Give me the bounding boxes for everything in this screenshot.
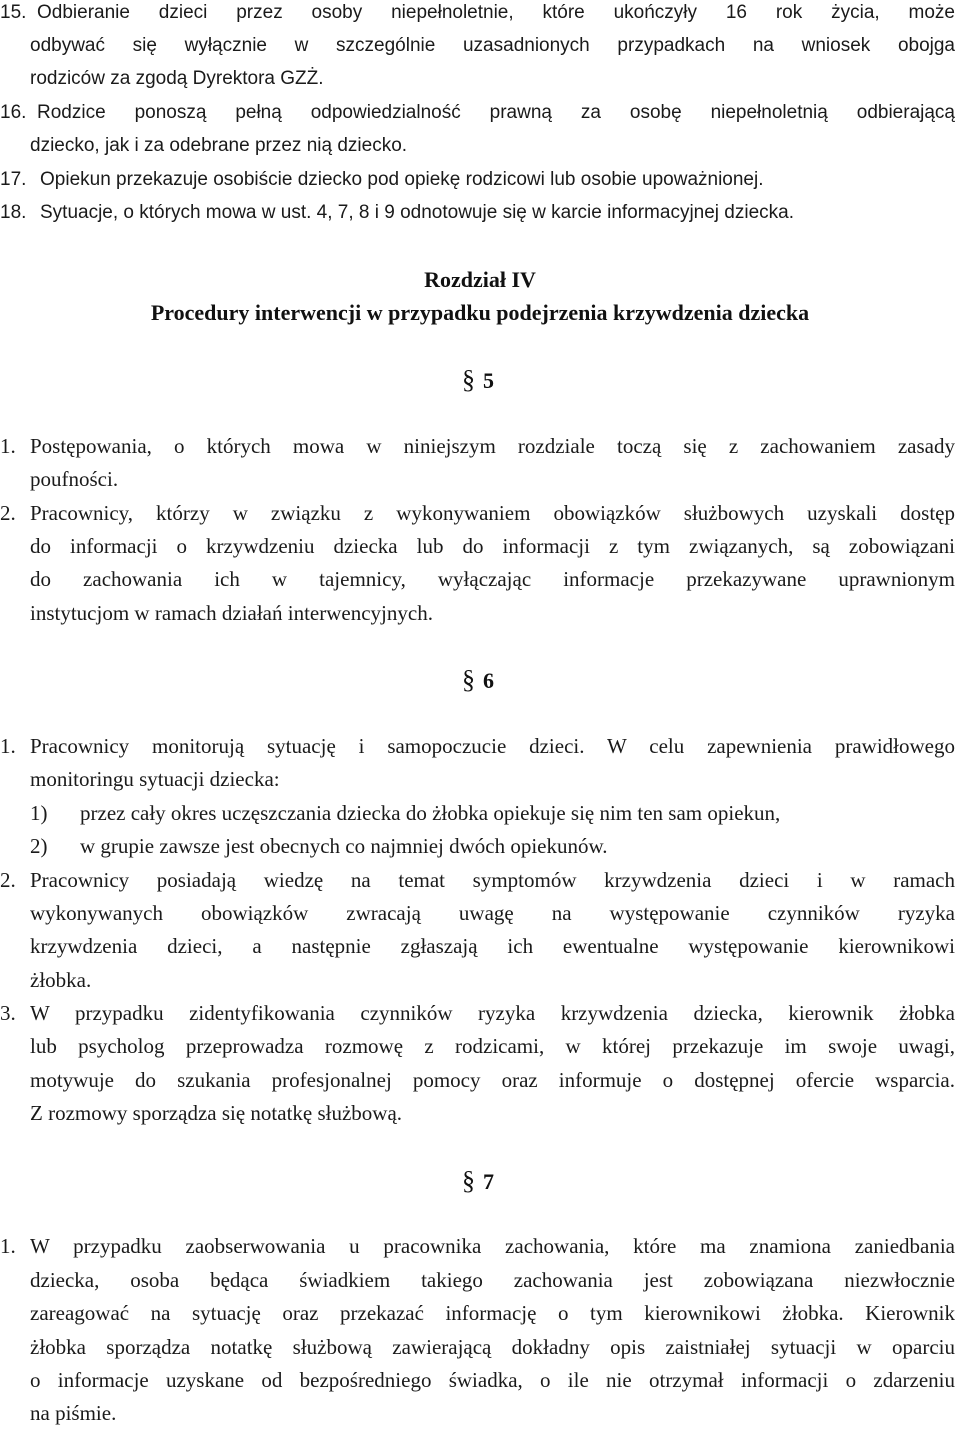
- list-item-18: 18. Sytuacje, o których mowa w ust. 4, 7, 8 i 9 odnotowuje się w karcie informacyjnej dziecka.: [0, 200, 960, 304]
- section-symbol: §: [462, 665, 475, 694]
- item-number: 17.: [0, 169, 27, 190]
- paragraph-number: 2.: [0, 868, 16, 892]
- section-heading-7: [462, 1167, 494, 1196]
- chapter-title: Rozdział IV: [424, 267, 536, 292]
- item-number: 15.: [0, 2, 27, 23]
- paragraph-number: 3.: [0, 1001, 16, 1025]
- list-item-15-line-3: rodziców za zgodą Dyrektora GZŻ.: [30, 68, 324, 89]
- list-item-15-line-1: 15. Odbieranie dzieci przez osoby niepełnoletnie, które ukończyły 16 rok życia, może: [0, 0, 960, 104]
- list-item-15-line-2: odbywać się wyłącznie w szczególnie uzasadnionych przypadkach na wniosek obojga: [30, 35, 955, 56]
- item-number: 18.: [0, 202, 27, 223]
- sub-item-number: 2): [30, 834, 48, 858]
- section-heading-6: [462, 666, 494, 695]
- paragraph-number: 1.: [0, 434, 16, 458]
- sub-item-1: 1) przez cały okres uczęszczania dziecka do żłobka opiekuje się nim ten sam opiekun,: [30, 801, 781, 825]
- sub-item-number: 1): [30, 801, 48, 825]
- section-number: 5: [483, 368, 494, 393]
- document-page: 15. Odbieranie dzieci przez osoby niepełnoletnie, które ukończyły 16 rok życia, może odbywać się wyłącznie w szczególnie uzasadnionych przypadkach na wniosek obojga rodziców za zgodą Dyrektora GZŻ. 16. Rodzice ponoszą pełną odpowiedzialność prawną za osobę niepełnoletnią odbierającą dziecko, jak i za odebrane przez nią dziecko. 17. Opiekun przekazuje osobiście dziecko pod opiekę rodzicowi lub osobie upoważnionej. 18. Sytuacje, o których mowa w ust. 4, 7, 8 i 9 odnotowuje się w karcie informacyjnej dziecka. Rozdział IV Procedury interwencji w przypadku podejrzenia krzywdzenia dziecka § 5 1. Postępowania, o których mowa w niniejszym rozdziale toczą się z zachowaniem zasady poufności. 2. Pracownicy, którzy w związku z wykonywaniem obowiązków służbowych uzyskali dostęp do informacji o krzywdzeniu dziecka lub do informacji z tym związanych, są zobowiązani do zachowania ich w tajemnicy, wyłączając informacje przekazywane uprawnionym instytucjom w ramach działań interwencyjnych. § 6 1. Pracownicy monitorują sytuację i samopoczucie dzieci. W celu zapewnienia prawidłowego monitoringu sytuacji dziecka: 1) przez cały okres uczęszczania dziecka do żłobka opiekuje się nim ten sam opiekun, 2) w grupie zawsze jest obecnych co najmniej dwóch opiekunów. 2. Pracownicy posiadają wiedzę na temat symptomów krzywdzenia dzieci i w ramach wykonywanych obowiązków zwracają uwagę na występowanie czynników ryzyka krzywdzenia dzieci, a następnie zgłaszają ich ewentualne występowanie kierownikowi żłobka. 3. W przypadku zidentyfikowania czynników ryzyka krzywdzenia dziecka, kierownik żłobka lub psycholog przeprowadza rozmowę z rodzicami, w której przekazuje im swoje uwagi, motywuje do szukania profesjonalnej pomocy oraz informuje o dostępnej ofercie wsparcia. Z rozmowy sporządza się notatkę służbową. § 7 1. W przypadku zaobserwowania u pracownika zachowania, które ma znamiona zaniedbania dziecka, osoba będąca świadkiem takiego zachowania jest zobowiązana niezwłocznie zareagować na sytuację oraz przekazać informację o tym kierownikowi żłobka. Kierownik żłobka sporządza notatkę służbową zawierającą dokładny opis zaistniałej sytuacji w oparciu o informacje uzyskane od bezpośredniego świadka, o ile nie otrzymał informacji o zdarzeniu na piśmie.: [0, 0, 960, 1434]
- section-heading-5: [462, 366, 494, 395]
- sub-item-2: 2) w grupie zawsze jest obecnych co najmniej dwóch opiekunów.: [30, 834, 608, 858]
- list-item-16-line-1: 16. Rodzice ponoszą pełną odpowiedzialność prawną za osobę niepełnoletnią odbierającą: [0, 100, 960, 204]
- list-item-17: 17. Opiekun przekazuje osobiście dziecko pod opiekę rodzicowi lub osobie upoważnionej.: [0, 167, 960, 271]
- list-item-16-line-2: dziecko, jak i za odebrane przez nią dziecko.: [30, 135, 408, 156]
- section-symbol: §: [462, 1166, 475, 1195]
- paragraph-number: 2.: [0, 501, 16, 525]
- paragraph-number: 1.: [0, 734, 16, 758]
- section-number: 7: [483, 1169, 494, 1194]
- item-number: 16.: [0, 102, 27, 123]
- section-symbol: §: [462, 365, 475, 394]
- chapter-subtitle: Procedury interwencji w przypadku podejrzenia krzywdzenia dziecka: [150, 300, 810, 325]
- section-number: 6: [483, 668, 494, 693]
- paragraph-number: 1.: [0, 1234, 16, 1258]
